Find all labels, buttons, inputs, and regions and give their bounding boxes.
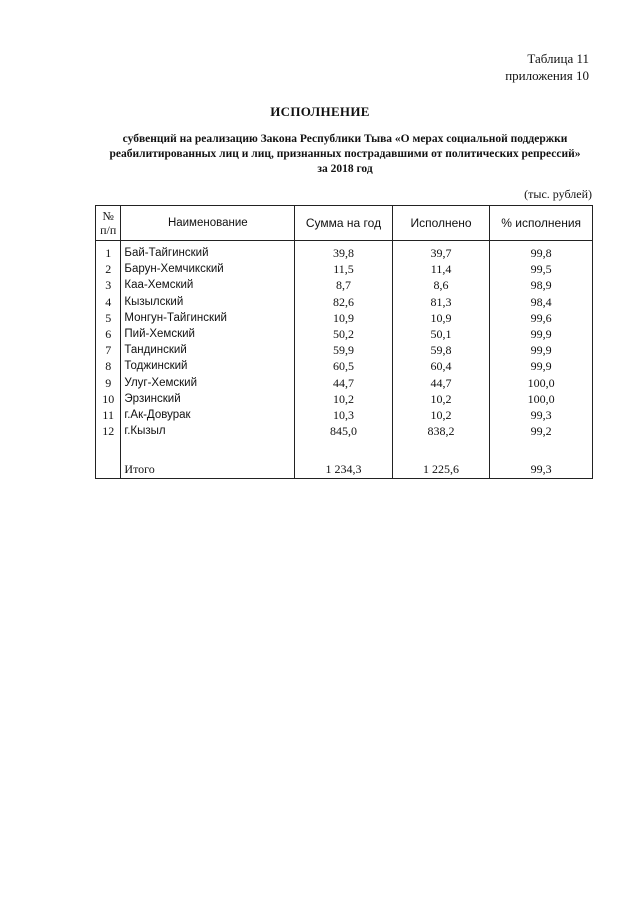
units-note: (тыс. рублей): [524, 187, 592, 201]
row-percent: 98,9: [490, 277, 593, 293]
annex-number-label: приложения 10: [505, 68, 589, 83]
row-number: 10: [96, 391, 121, 407]
row-percent: 98,4: [490, 294, 593, 310]
row-district-name: Каа-Хемский: [121, 277, 295, 293]
row-percent: 100,0: [490, 391, 593, 407]
total-done: 1 225,6: [392, 459, 490, 479]
row-sum: 50,2: [295, 326, 393, 342]
row-done: 81,3: [392, 294, 490, 310]
column-header-number: № п/п: [96, 206, 121, 241]
row-sum: 60,5: [295, 358, 393, 374]
row-done: 10,2: [392, 407, 490, 423]
total-label: Итого: [121, 459, 295, 479]
annex-reference: [505, 50, 589, 84]
row-sum: 10,9: [295, 310, 393, 326]
row-done: 39,7: [392, 241, 490, 262]
row-percent: 99,9: [490, 342, 593, 358]
row-number: 9: [96, 375, 121, 391]
table-row: [96, 277, 593, 293]
row-percent: 99,2: [490, 423, 593, 439]
table-row: [96, 358, 593, 374]
subtitle-line-3: за 2018 год: [317, 163, 373, 175]
row-sum: 39,8: [295, 241, 393, 262]
spacer-row: [96, 439, 593, 459]
table-row: [96, 407, 593, 423]
row-district-name: г.Кызыл: [121, 423, 295, 439]
row-district-name: Кызылский: [121, 294, 295, 310]
table-row: [96, 375, 593, 391]
row-percent: 99,3: [490, 407, 593, 423]
subtitle-line-1: субвенций на реализацию Закона Республики Тыва «О мерах социальной поддержки: [122, 133, 568, 145]
row-percent: 99,6: [490, 310, 593, 326]
total-row: [96, 459, 593, 479]
table-row: [96, 294, 593, 310]
row-district-name: Пий-Хемский: [121, 326, 295, 342]
row-done: 60,4: [392, 358, 490, 374]
row-done: 50,1: [392, 326, 490, 342]
row-sum: 44,7: [295, 375, 393, 391]
table-row: [96, 326, 593, 342]
row-sum: 59,9: [295, 342, 393, 358]
row-sum: 82,6: [295, 294, 393, 310]
subtitle-line-2: реабилитированных лиц и лиц, признанных пострадавшими от политических репрессий»: [109, 148, 581, 160]
table-row: [96, 423, 593, 439]
row-sum: 8,7: [295, 277, 393, 293]
column-header-name: Наименование: [121, 206, 295, 241]
table-row: [96, 342, 593, 358]
row-sum: 10,2: [295, 391, 393, 407]
row-district-name: Бай-Тайгинский: [121, 241, 295, 262]
column-header-sum: Сумма на год: [295, 206, 393, 241]
row-district-name: г.Ак-Довурак: [121, 407, 295, 423]
row-district-name: Тоджинский: [121, 358, 295, 374]
total-sum: 1 234,3: [295, 459, 393, 479]
row-done: 44,7: [392, 375, 490, 391]
column-header-done: Исполнено: [392, 206, 490, 241]
row-done: 10,9: [392, 310, 490, 326]
row-percent: 99,9: [490, 358, 593, 374]
table-row: [96, 391, 593, 407]
row-done: 59,8: [392, 342, 490, 358]
row-number: 11: [96, 407, 121, 423]
row-done: 8,6: [392, 277, 490, 293]
table-row: [96, 241, 593, 262]
row-number: 3: [96, 277, 121, 293]
document-title: ИСПОЛНЕНИЕ: [270, 104, 370, 119]
row-number: 7: [96, 342, 121, 358]
column-header-percent: % исполнения: [490, 206, 593, 241]
row-district-name: Монгун-Тайгинский: [121, 310, 295, 326]
row-number: 2: [96, 261, 121, 277]
row-district-name: Улуг-Хемский: [121, 375, 295, 391]
table-row: [96, 261, 593, 277]
row-sum: 845,0: [295, 423, 393, 439]
row-sum: 10,3: [295, 407, 393, 423]
document-subtitle: [95, 132, 595, 177]
row-percent: 99,8: [490, 241, 593, 262]
table-body: [96, 241, 593, 479]
row-percent: 99,9: [490, 326, 593, 342]
row-done: 838,2: [392, 423, 490, 439]
execution-table: [95, 205, 593, 479]
table-header-row: [96, 206, 593, 241]
row-number: 4: [96, 294, 121, 310]
row-done: 10,2: [392, 391, 490, 407]
row-sum: 11,5: [295, 261, 393, 277]
row-number: 6: [96, 326, 121, 342]
row-number: 12: [96, 423, 121, 439]
row-district-name: Тандинский: [121, 342, 295, 358]
row-done: 11,4: [392, 261, 490, 277]
row-percent: 100,0: [490, 375, 593, 391]
row-number: 8: [96, 358, 121, 374]
row-district-name: Барун-Хемчикский: [121, 261, 295, 277]
table-row: [96, 310, 593, 326]
total-percent: 99,3: [490, 459, 593, 479]
row-percent: 99,5: [490, 261, 593, 277]
row-district-name: Эрзинский: [121, 391, 295, 407]
table-number-label: Таблица 11: [527, 51, 589, 66]
row-number: 5: [96, 310, 121, 326]
row-number: 1: [96, 241, 121, 262]
